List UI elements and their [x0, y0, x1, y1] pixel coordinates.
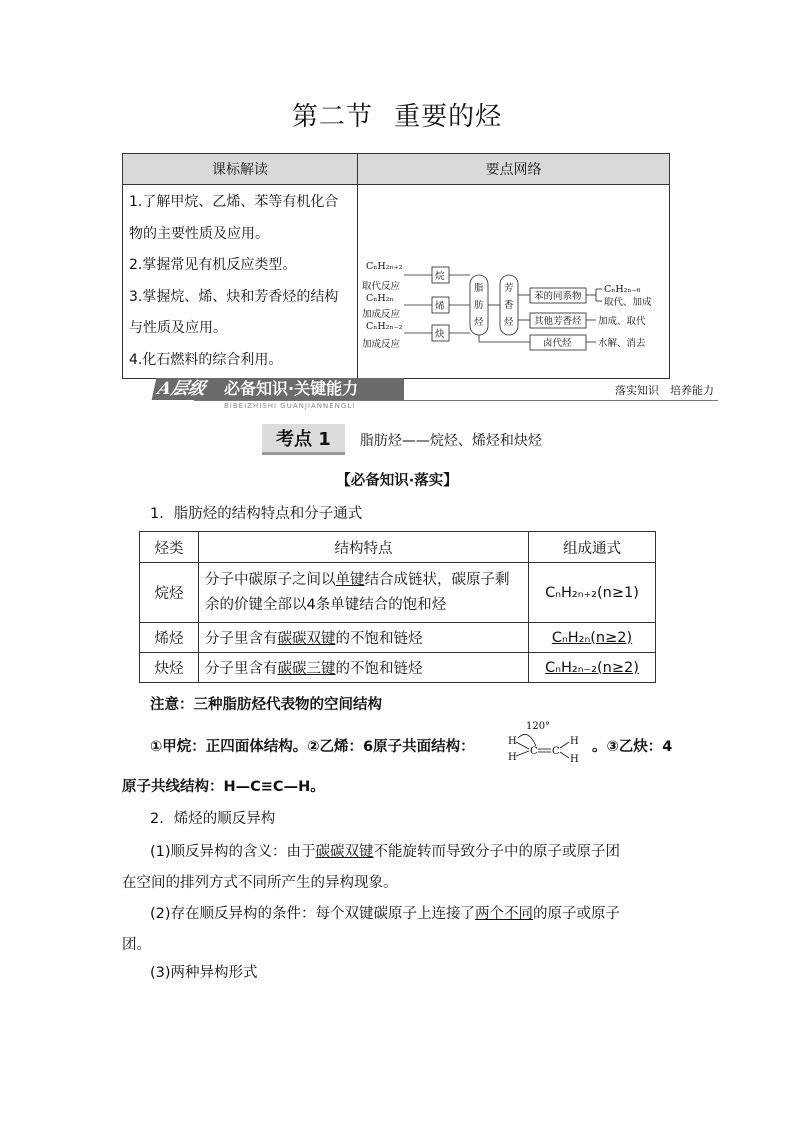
note-line-2: 原子共线结构：H—C≡C—H。 — [122, 779, 325, 795]
reaction-alkene: 加成反应 — [362, 309, 401, 320]
atom-h: H — [508, 736, 517, 747]
aromatic-char-1: 芳 — [504, 283, 514, 294]
para-text: (2)存在顺反异构的条件：每个双键碳原子上连接了 — [150, 906, 476, 922]
formula-alkane: CₙH₂ₙ₊₂ — [366, 261, 403, 272]
key-term: 碳碳双键 — [315, 844, 374, 860]
reaction-alkyne: 加成反应 — [362, 339, 401, 350]
type-alkyne: 炔 — [435, 329, 445, 340]
para-text: 团。 — [122, 937, 151, 953]
atom-c: C — [552, 746, 560, 757]
row-structure — [199, 563, 529, 623]
banner-title: 必备知识·关键能力 — [214, 378, 404, 400]
structure-text: 的不饱和链烃 — [335, 631, 423, 647]
knowledge-network-diagram — [358, 185, 670, 379]
col-header-type: 烃类 — [140, 532, 199, 563]
atom-h: H — [508, 752, 517, 763]
para-text: 不能旋转而导致分子中的原子或原子团 — [373, 844, 621, 860]
note-line-1 — [150, 735, 475, 756]
text-aromatic-reactions: 加成、取代 — [598, 316, 646, 327]
structure-text: 的不饱和链烃 — [335, 661, 423, 677]
goal-item: 3.掌握烷、烯、炔和芳香烃的结构与性质及应用。 — [129, 288, 339, 336]
row-type: 烷烃 — [140, 563, 199, 623]
note-text: ①甲烷：正四面体结构。②乙烯：6原子共面结构： — [150, 739, 475, 755]
paragraph-condition — [122, 899, 682, 961]
header-curriculum: 课标解读 — [123, 154, 358, 185]
row-structure — [199, 653, 529, 683]
network-svg — [358, 185, 668, 371]
aromatic-char-3: 烃 — [504, 317, 514, 328]
reaction-alkane: 取代反应 — [362, 281, 401, 292]
note-line-1-end: 。③乙炔：4 — [592, 739, 673, 755]
exam-point-subtitle: 脂肪烃——烷烃、烯烃和炔烃 — [359, 433, 542, 449]
key-term: 碳碳三键 — [277, 661, 336, 677]
key-term: 碳碳双键 — [277, 631, 336, 647]
exam-point-heading — [262, 424, 542, 455]
formula-alkyne: CₙH₂ₙ₋₂ — [366, 321, 403, 332]
banner-slogan: 落实知识 培养能力 — [615, 384, 714, 397]
goal-item: 4.化石燃料的综合利用。 — [129, 351, 283, 368]
para-text: 的原子或原子 — [533, 906, 621, 922]
aromatic-char-2: 香 — [504, 300, 514, 311]
atom-h: H — [570, 754, 579, 765]
box-halides: 卤代烃 — [543, 338, 572, 349]
text-benzene-reactions: 取代、加成 — [604, 297, 652, 308]
row-formula: CₙH₂ₙ₊₂(n≥1) — [529, 563, 656, 623]
section-title: 重要的烃 — [394, 102, 503, 132]
row-type: 烯烃 — [140, 623, 199, 653]
aliphatic-char-1: 脂 — [474, 283, 484, 294]
key-term: 两个不同 — [475, 906, 534, 922]
formula-benzene-homolog: CₙH₂ₙ₋₆ — [604, 284, 641, 295]
exam-point-tag: 考点 1 — [262, 424, 345, 455]
section-number: 第二节 — [291, 102, 373, 132]
angle-label: 120° — [526, 721, 551, 732]
aliphatic-char-2: 肪 — [474, 300, 484, 311]
type-alkene: 烯 — [435, 301, 445, 312]
row-formula: CₙH₂ₙ(n≥2) — [529, 623, 656, 653]
aliphatic-table — [139, 531, 656, 683]
para-text: 在空间的排列方式不同所产生的异构现象。 — [122, 875, 398, 891]
goal-item: 1.了解甲烷、乙烯、苯等有机化合物的主要性质及应用。 — [129, 194, 339, 242]
paragraph-forms: (3)两种异构形式 — [150, 965, 258, 981]
structure-text: 分子里含有 — [205, 661, 278, 677]
heading-structure: 1．脂肪烃的结构特点和分子通式 — [150, 506, 363, 522]
structure-text: 分子里含有 — [205, 631, 278, 647]
heading-isomerism: 2．烯烃的顺反异构 — [150, 811, 276, 827]
formula-alkene: CₙH₂ₙ — [366, 293, 394, 304]
paragraph-definition — [122, 837, 682, 899]
page-title — [0, 96, 794, 133]
level-banner — [154, 378, 718, 410]
section-label: 【必备知识·落实】 — [336, 473, 458, 489]
header-network: 要点网络 — [358, 154, 670, 185]
structure-text: 分子中碳原子之间以 — [205, 571, 336, 588]
goal-item: 2.掌握常见有机反应类型。 — [129, 257, 297, 273]
atom-h: H — [570, 736, 579, 747]
overview-table — [122, 153, 670, 379]
curriculum-goals — [123, 185, 358, 379]
type-alkane: 烷 — [435, 271, 445, 282]
ethylene-structure — [506, 718, 586, 766]
col-header-formula: 组成通式 — [529, 532, 656, 563]
row-formula: CₙH₂ₙ₋₂(n≥2) — [529, 653, 656, 683]
note-heading: 注意：三种脂肪烃代表物的空间结构 — [150, 697, 382, 713]
structure-text: 结合成链状，碳原子剩余的价键全部以4条单键结合的饱和烃 — [205, 571, 510, 613]
key-term: 单键 — [335, 571, 365, 588]
text-halide-reactions: 水解、消去 — [598, 338, 646, 349]
col-header-structure: 结构特点 — [199, 532, 529, 563]
atom-c: C — [530, 746, 538, 757]
para-text: (1)顺反异构的含义：由于 — [150, 844, 316, 860]
level-badge: A层级 — [152, 378, 223, 400]
box-other-aromatics: 其他芳香烃 — [534, 316, 582, 327]
banner-pinyin: BIBEIZHISHI GUANJIANNENGLI — [224, 402, 356, 410]
row-type: 炔烃 — [140, 653, 199, 683]
aliphatic-char-3: 烃 — [474, 317, 484, 328]
row-structure — [199, 623, 529, 653]
box-benzene-homologs: 苯的同系物 — [534, 291, 582, 302]
